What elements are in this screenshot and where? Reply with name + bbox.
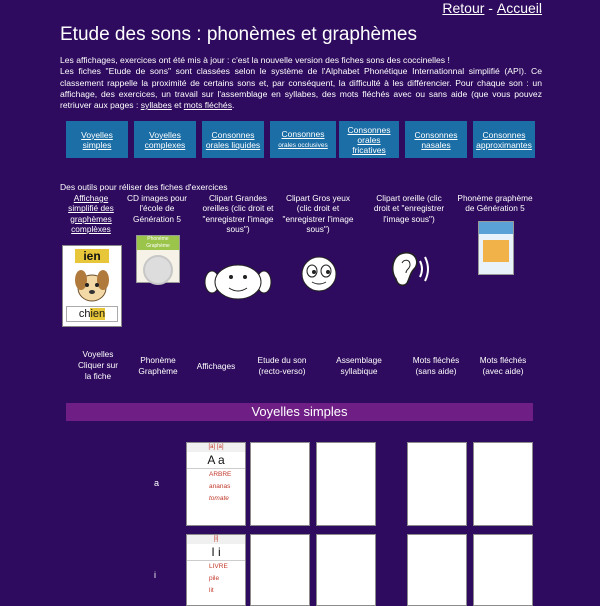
caption-mots-fleches-avec: Mots fléchés (avec aide) — [479, 355, 527, 376]
row-label-i: i — [154, 570, 156, 580]
caption-affichages: Affichages — [196, 361, 236, 371]
cd-disc-icon — [143, 255, 173, 285]
tool-cd-label: CD images pour l'école de Génération 5 — [127, 193, 187, 224]
mots-fleches-sans-i[interactable] — [407, 534, 467, 606]
tile-consonnes-liquides[interactable] — [202, 121, 264, 158]
tile-label: Consonnes — [281, 128, 325, 139]
sheet-word-1: ARBRE — [209, 471, 232, 478]
sheet-big-letters: A a — [187, 452, 245, 469]
ear-icon[interactable] — [386, 249, 432, 291]
caption-etude-du-son: Etude du son (recto-verso) — [257, 355, 307, 376]
poster-bottom-a: ch — [78, 308, 91, 320]
sheet-head: [i] — [187, 535, 245, 544]
intro-end: . — [232, 100, 235, 111]
back-link[interactable]: Retour — [442, 0, 485, 16]
tile-consonnes-approximantes[interactable] — [473, 121, 535, 158]
category-tiles — [66, 121, 536, 158]
mots-fleches-avec-i[interactable] — [473, 534, 533, 606]
sheet-word-3: lit — [209, 587, 214, 594]
tool-affichage-label[interactable]: Affichage simplifié des graphèmes complèxes — [68, 193, 114, 235]
syllabes-link[interactable]: syllabes — [140, 100, 172, 111]
tool-grandes-oreilles[interactable] — [198, 193, 278, 235]
cd-box-image[interactable] — [136, 235, 180, 283]
tool-cd-images[interactable] — [124, 193, 190, 249]
tile-label: orales liquides — [205, 139, 261, 150]
tile-label: Voyelles — [149, 129, 181, 140]
etude-sheet-i-recto[interactable] — [250, 534, 310, 606]
nav-separator: - — [488, 0, 493, 16]
poster-bottom-b: ien — [90, 308, 106, 320]
home-link[interactable]: Accueil — [496, 0, 542, 16]
tile-label: Consonnes — [347, 124, 391, 135]
tools-row — [60, 193, 540, 393]
tool-gros-yeux[interactable] — [282, 193, 354, 235]
caption-mots-fleches-sans: Mots fléchés (sans aide) — [412, 355, 460, 376]
tile-label: simples — [82, 139, 112, 150]
tile-label: approximantes — [476, 139, 532, 150]
phoneme-box-image[interactable] — [478, 221, 514, 275]
caption-voyelles: Voyelles Cliquer sur la fiche — [77, 349, 119, 381]
intro-paragraph — [60, 66, 542, 111]
sheet-big-letters: I i — [187, 544, 245, 561]
top-nav — [442, 0, 542, 16]
sheet-word-1: LIVRE — [209, 563, 228, 570]
intro-line-1: Les affichages, exercices ont été mis à jour : c'est la nouvelle version des fiches sons des coccinelles ! — [60, 55, 450, 65]
tile-label: Voyelles — [81, 129, 113, 140]
etude-sheet-a-verso[interactable] — [316, 442, 376, 526]
phoneme-box-banner — [479, 222, 513, 234]
tile-sublabel: orales occlusives — [278, 141, 328, 149]
affichage-sheet-a[interactable] — [186, 442, 246, 526]
tile-label: Consonnes — [414, 129, 458, 140]
dog-illustration — [69, 266, 115, 304]
section-voyelles-simples: Voyelles simples — [66, 403, 533, 421]
caption-phoneme-grapheme: Phonème Graphème — [138, 355, 178, 376]
poster-bottom-word — [66, 306, 118, 322]
phoneme-box-kids — [483, 240, 509, 262]
row-label-a: a — [154, 478, 160, 488]
tile-voyelles-complexes[interactable] — [134, 121, 196, 158]
tile-label: Consonnes — [482, 129, 526, 140]
sheet-word-3: tomate — [209, 495, 229, 502]
big-ears-face-icon[interactable] — [203, 263, 273, 301]
tile-label: complexes — [144, 139, 186, 150]
tool-phoneme-grapheme[interactable] — [456, 193, 534, 214]
cd-box-logo: Phonème Graphème — [137, 236, 179, 250]
tile-label: nasales — [421, 139, 451, 150]
tool-phoneme-grapheme-label: Phonème graphème de Génération 5 — [457, 193, 533, 214]
tile-voyelles-simples[interactable] — [66, 121, 128, 158]
intro-text — [60, 55, 542, 111]
mots-fleches-link[interactable]: mots fléchés — [183, 100, 232, 111]
ien-poster[interactable] — [62, 245, 122, 327]
sheet-head: [a] [a] — [187, 443, 245, 452]
intro-and: et — [171, 100, 184, 111]
affichage-sheet-i[interactable] — [186, 534, 246, 606]
mots-fleches-avec-a[interactable] — [473, 442, 533, 526]
tile-label: Consonnes — [211, 129, 255, 140]
page-title: Etude des sons : phonèmes et graphèmes — [60, 24, 418, 45]
tile-label: fricatives — [352, 144, 386, 155]
poster-top-word: ien — [75, 249, 109, 263]
tool-oreille-label: Clipart oreille (clic droit et "enregistrer l'image sous") — [373, 193, 445, 224]
big-eyes-face-icon[interactable] — [296, 255, 342, 293]
intro-body: Les fiches "Etude de sons" sont classées selon le système de l'Alphabet Phonétique Internationnal simplifié (API). Ce classement rappelle la proximité de certains sons et, par conséquent, la difficulté à les différencier. Pour chaque son : un affichage, des exercices, un travail sur l'assemblage en syllabes, des mots fléchés avec ou sans aide (que vous pouvez retriuver aux pages : — [60, 66, 542, 111]
etude-sheet-a-recto[interactable] — [250, 442, 310, 526]
tool-grandes-oreilles-label: Clipart Grandes oreilles (clic droit et "enregistrer l'image sous") — [202, 193, 274, 235]
tool-gros-yeux-label: Clipart Gros yeux (clic droit et "enregistrer l'image sous") — [282, 193, 354, 235]
sheet-word-2: pile — [209, 575, 220, 582]
caption-assemblage: Assemblage syllabique — [336, 355, 382, 376]
tile-consonnes-occlusives[interactable] — [270, 121, 336, 158]
tile-consonnes-nasales[interactable] — [405, 121, 467, 158]
tool-affichage[interactable] — [64, 193, 118, 320]
etude-sheet-i-verso[interactable] — [316, 534, 376, 606]
tool-oreille[interactable] — [368, 193, 450, 224]
tools-heading: Des outils pour réliser des fiches d'exercices — [60, 182, 228, 192]
sheet-word-2: ananas — [209, 483, 231, 490]
tile-consonnes-fricatives[interactable] — [339, 121, 399, 158]
tile-label: orales — [357, 134, 381, 145]
mots-fleches-sans-a[interactable] — [407, 442, 467, 526]
